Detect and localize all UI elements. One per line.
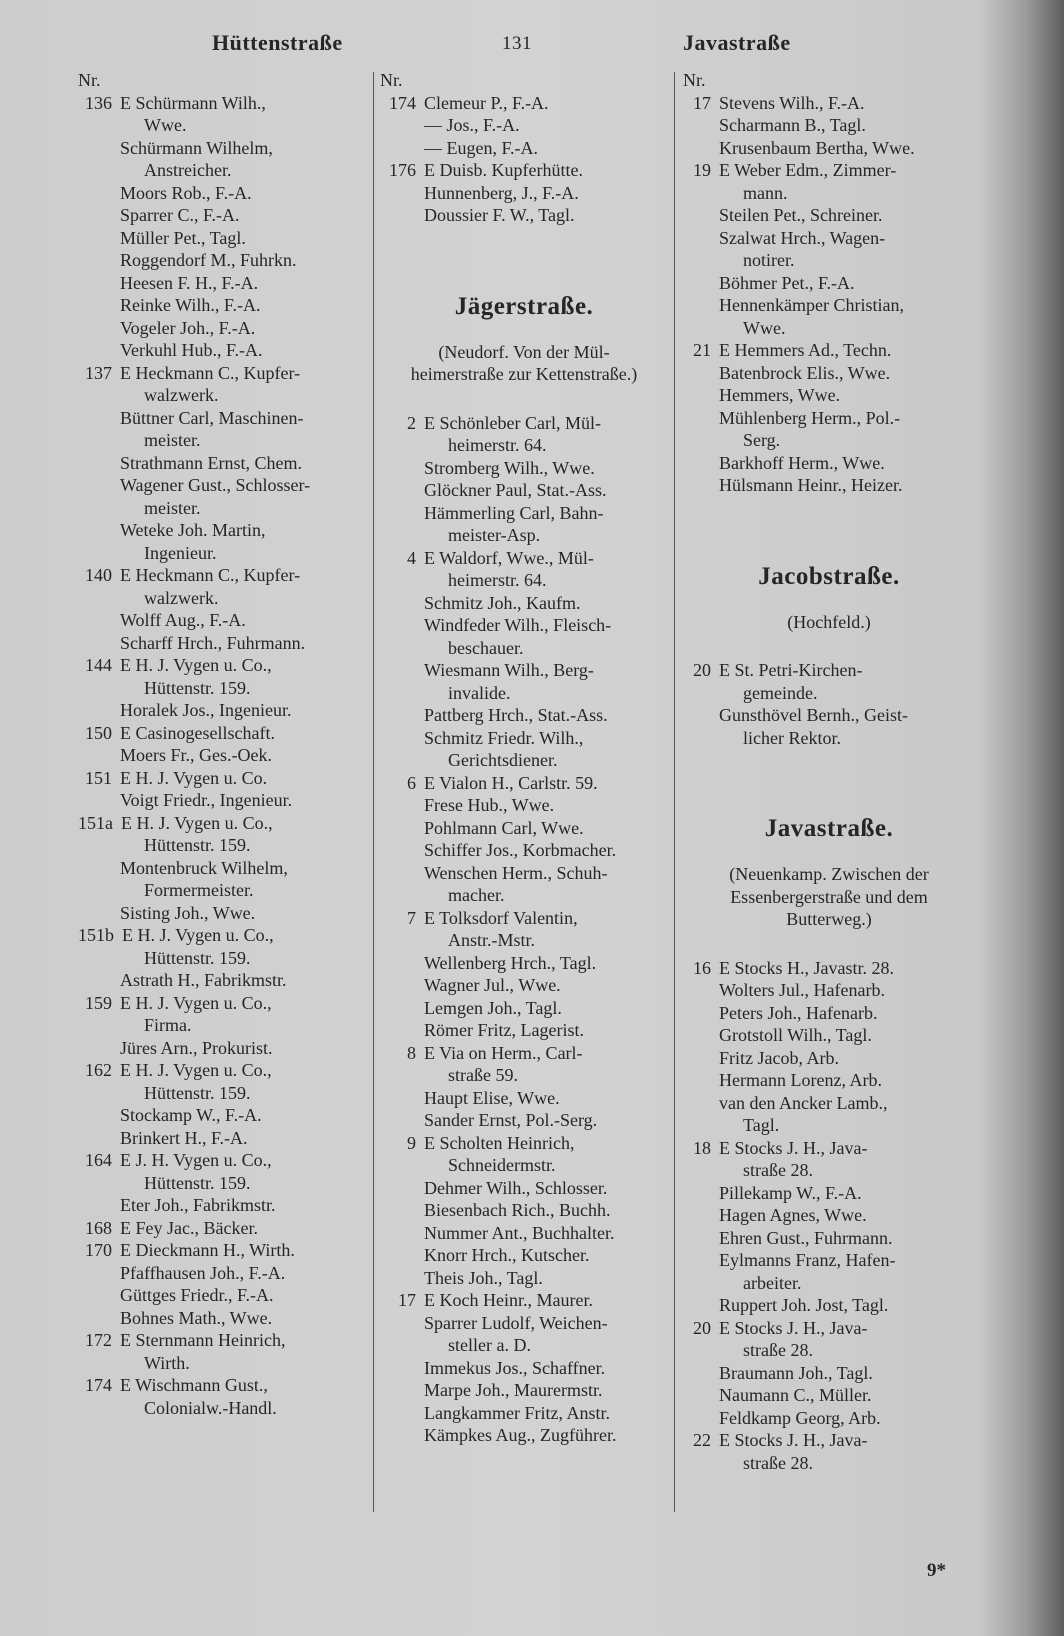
house-entry: [78, 1059, 370, 1082]
resident-entry: Marpe Joh., Maurermstr.: [424, 1380, 603, 1400]
resident-entry: Krusenbaum Bertha, Wwe.: [719, 137, 915, 158]
house-number: 151: [85, 767, 112, 788]
house-number: 151b: [78, 925, 114, 945]
entry-continuation: Anstr.-Mstr.: [448, 930, 536, 950]
house-entry: [683, 1429, 975, 1452]
resident-text: E Casinogesellschaft.: [120, 722, 275, 743]
resident-entry: Büttner Carl, Maschinen-: [120, 407, 304, 428]
resident-entry: Eter Joh., Fabrikmstr.: [120, 1195, 276, 1215]
resident-entry: Vogeler Joh., F.-A.: [120, 317, 256, 338]
resident-entry: Lemgen Joh., Tagl.: [424, 997, 562, 1018]
resident-entry: Naumann C., Müller.: [719, 1385, 872, 1405]
resident-text: E Scholten Heinrich,: [424, 1132, 575, 1153]
house-entry: [78, 722, 370, 745]
street-heading: Javastraße.: [764, 815, 894, 842]
entry-continuation: walzwerk.: [144, 587, 219, 608]
resident-entry: Montenbruck Wilhelm,: [120, 857, 288, 878]
resident-entry: Roggendorf M., Fuhrkn.: [120, 250, 297, 270]
house-number: 6: [407, 772, 416, 793]
resident-entry: Szalwat Hrch., Wagen-: [719, 227, 886, 248]
house-entry: [78, 1239, 370, 1262]
entry-continuation: Schneidermstr.: [448, 1155, 556, 1175]
number-column-label: Nr.: [380, 70, 403, 90]
house-number: 2: [407, 412, 416, 433]
house-number: 20: [693, 660, 711, 680]
column-3: [683, 69, 975, 1474]
resident-entry: Hunnenberg, J., F.-A.: [424, 182, 579, 203]
resident-entry: Böhmer Pet., F.-A.: [719, 272, 855, 293]
resident-entry: Feldkamp Georg, Arb.: [719, 1407, 881, 1428]
house-entry: [78, 362, 370, 385]
resident-text: E Sternmann Heinrich,: [120, 1330, 286, 1350]
street-heading: Jacobstraße.: [758, 562, 900, 590]
house-number: 9: [407, 1132, 416, 1153]
house-entry: [683, 339, 975, 362]
resident-entry: — Jos., F.-A.: [424, 115, 520, 135]
resident-text: E Duisb. Kupferhütte.: [424, 160, 583, 180]
resident-entry: Verkuhl Hub., F.-A.: [120, 340, 263, 360]
house-entry: [78, 812, 370, 835]
house-entry: [683, 659, 975, 682]
resident-entry: Wagener Gust., Schlosser-: [120, 475, 311, 495]
house-entry: [683, 1317, 975, 1340]
entry-continuation: macher.: [448, 885, 505, 905]
entry-continuation: heimerstr. 64.: [448, 435, 547, 455]
resident-entry: Schmitz Friedr. Wilh.,: [424, 727, 584, 748]
resident-entry: Wagner Jul., Wwe.: [424, 975, 561, 995]
house-entry: [380, 412, 668, 435]
house-entry: [380, 92, 668, 115]
resident-text: E Koch Heinr., Maurer.: [424, 1290, 593, 1310]
house-entry: [380, 1042, 668, 1065]
entry-continuation: Hüttenstr. 159.: [144, 947, 251, 968]
resident-text: E Stocks H., Javastr. 28.: [719, 957, 894, 978]
resident-text: E Waldorf, Wwe., Mül-: [424, 547, 594, 568]
entry-continuation: meister.: [144, 430, 201, 450]
number-column-label: Nr.: [683, 70, 706, 90]
house-number: 151a: [78, 812, 113, 833]
resident-entry: Voigt Friedr., Ingenieur.: [120, 790, 293, 810]
entry-continuation: Hüttenstr. 159.: [144, 835, 251, 855]
resident-text: E Stocks J. H., Java-: [719, 1137, 868, 1158]
resident-text: E Dieckmann H., Wirth.: [120, 1240, 295, 1260]
entry-continuation: Serg.: [743, 430, 781, 450]
resident-entry: Immekus Jos., Schaffner.: [424, 1357, 606, 1378]
page-number: 131: [502, 33, 532, 54]
resident-entry: Scharff Hrch., Fuhrmann.: [120, 632, 306, 653]
column-1: [78, 69, 370, 1419]
house-number: 18: [693, 1137, 711, 1158]
resident-entry: Glöckner Paul, Stat.-Ass.: [424, 480, 607, 500]
resident-entry: Reinke Wilh., F.-A.: [120, 295, 261, 315]
resident-entry: Schiffer Jos., Korbmacher.: [424, 840, 617, 860]
resident-entry: Scharmann B., Tagl.: [719, 115, 866, 135]
resident-entry: Dehmer Wilh., Schlosser.: [424, 1177, 608, 1198]
resident-entry: Mühlenberg Herm., Pol.-: [719, 407, 901, 428]
resident-entry: Moers Fr., Ges.-Oek.: [120, 745, 272, 765]
house-entry: [78, 1149, 370, 1172]
resident-entry: Windfeder Wilh., Fleisch-: [424, 615, 612, 635]
entry-continuation: Wwe.: [743, 317, 786, 338]
entry-continuation: Firma.: [144, 1015, 192, 1035]
entry-continuation: Formermeister.: [144, 880, 254, 900]
entry-continuation: steller a. D.: [448, 1335, 531, 1355]
house-number: 22: [693, 1430, 711, 1450]
entry-continuation: Hüttenstr. 159.: [144, 1082, 251, 1103]
house-number: 168: [85, 1217, 112, 1238]
resident-entry: Hagen Agnes, Wwe.: [719, 1205, 867, 1225]
entry-continuation: Hüttenstr. 159.: [144, 1172, 251, 1193]
entry-continuation: Hüttenstr. 159.: [144, 677, 251, 698]
resident-entry: Hülsmann Heinr., Heizer.: [719, 475, 903, 495]
entry-continuation: Wwe.: [144, 115, 187, 135]
resident-entry: Sparrer C., F.-A.: [120, 205, 240, 225]
entry-continuation: Anstreicher.: [144, 160, 232, 180]
entry-continuation: invalide.: [448, 682, 511, 703]
entry-continuation: gemeinde.: [743, 682, 818, 703]
house-number: 20: [693, 1317, 711, 1338]
resident-entry: Fritz Jacob, Arb.: [719, 1047, 839, 1068]
resident-entry: Ruppert Joh. Jost, Tagl.: [719, 1295, 889, 1315]
resident-entry: — Eugen, F.-A.: [424, 137, 539, 158]
house-entry: [78, 1329, 370, 1352]
resident-entry: Sander Ernst, Pol.-Serg.: [424, 1110, 598, 1130]
resident-entry: Jüres Arn., Prokurist.: [120, 1037, 273, 1058]
resident-entry: Schürmann Wilhelm,: [120, 137, 273, 158]
signature-mark: 9*: [927, 1560, 946, 1581]
column-divider: [373, 72, 374, 1512]
resident-text: E Schürmann Wilh.,: [120, 92, 266, 113]
resident-entry: Doussier F. W., Tagl.: [424, 205, 575, 225]
column-divider: [674, 72, 675, 1512]
resident-entry: Eylmanns Franz, Hafen-: [719, 1250, 896, 1270]
resident-text: E H. J. Vygen u. Co.,: [120, 992, 272, 1013]
resident-entry: Pohlmann Carl, Wwe.: [424, 817, 584, 838]
resident-entry: Batenbrock Elis., Wwe.: [719, 362, 891, 383]
entry-continuation: straße 28.: [743, 1160, 813, 1180]
entry-continuation: Tagl.: [743, 1115, 780, 1135]
house-entry: [380, 547, 668, 570]
house-entry: [380, 1132, 668, 1155]
resident-text: E Weber Edm., Zimmer-: [719, 160, 897, 180]
house-entry: [683, 92, 975, 115]
entry-continuation: walzwerk.: [144, 385, 219, 405]
resident-text: E Hemmers Ad., Techn.: [719, 340, 892, 360]
resident-entry: Gunsthövel Bernh., Geist-: [719, 705, 908, 725]
resident-entry: Wolters Jul., Hafenarb.: [719, 980, 885, 1000]
resident-entry: Hämmerling Carl, Bahn-: [424, 502, 604, 523]
resident-entry: Schmitz Joh., Kaufm.: [424, 592, 581, 613]
resident-entry: Pillekamp W., F.-A.: [719, 1182, 862, 1203]
resident-entry: Peters Joh., Hafenarb.: [719, 1002, 878, 1023]
resident-entry: Güttges Friedr., F.-A.: [120, 1285, 274, 1305]
house-entry: [683, 159, 975, 182]
house-entry: [380, 159, 668, 182]
house-entry: [380, 1289, 668, 1312]
house-number: 8: [407, 1042, 416, 1063]
column-2: [380, 69, 668, 1447]
resident-entry: Astrath H., Fabrikmstr.: [120, 970, 287, 990]
resident-entry: Pattberg Hrch., Stat.-Ass.: [424, 705, 608, 725]
running-head-right: Javastraße: [683, 30, 791, 55]
entry-continuation: Colonialw.-Handl.: [144, 1397, 277, 1418]
resident-entry: Nummer Ant., Buchhalter.: [424, 1222, 615, 1243]
resident-text: E Stocks J. H., Java-: [719, 1317, 868, 1338]
resident-entry: Kämpkes Aug., Zugführer.: [424, 1425, 617, 1445]
resident-entry: Barkhoff Herm., Wwe.: [719, 452, 885, 473]
resident-entry: Ehren Gust., Fuhrmann.: [719, 1227, 893, 1248]
resident-entry: Wenschen Herm., Schuh-: [424, 862, 608, 883]
resident-entry: Hennenkämper Christian,: [719, 295, 904, 315]
entry-continuation: mann.: [743, 182, 788, 203]
house-entry: [78, 767, 370, 790]
resident-entry: Brinkert H., F.-A.: [120, 1127, 248, 1148]
house-number: 159: [85, 992, 112, 1013]
house-number: 4: [407, 547, 416, 568]
resident-entry: Römer Fritz, Lagerist.: [424, 1020, 584, 1040]
house-number: 7: [407, 907, 416, 928]
resident-entry: Müller Pet., Tagl.: [120, 227, 246, 248]
entry-continuation: beschauer.: [448, 637, 524, 658]
entry-continuation: Gerichtsdiener.: [448, 750, 558, 770]
resident-entry: Steilen Pet., Schreiner.: [719, 205, 883, 225]
house-number: 144: [85, 655, 112, 675]
entry-continuation: straße 28.: [743, 1452, 813, 1473]
entry-continuation: Wirth.: [144, 1352, 190, 1373]
resident-entry: Biesenbach Rich., Buchh.: [424, 1200, 611, 1220]
entry-continuation: licher Rektor.: [743, 727, 841, 748]
resident-text: E Tolksdorf Valentin,: [424, 907, 578, 928]
resident-text: E Via on Herm., Carl-: [424, 1042, 583, 1063]
resident-entry: Sparrer Ludolf, Weichen-: [424, 1312, 608, 1333]
house-entry: [78, 1374, 370, 1397]
resident-entry: Stromberg Wilh., Wwe.: [424, 457, 595, 478]
resident-entry: Hemmers, Wwe.: [719, 385, 841, 405]
resident-entry: Wiesmann Wilh., Berg-: [424, 660, 594, 680]
resident-entry: Braumann Joh., Tagl.: [719, 1362, 873, 1383]
entry-continuation: notirer.: [743, 250, 795, 270]
street-description: (Neuenkamp. Zwischen der: [729, 864, 929, 884]
resident-text: E St. Petri-Kirchen-: [719, 660, 863, 680]
resident-entry: van den Ancker Lamb.,: [719, 1092, 888, 1113]
resident-entry: Strathmann Ernst, Chem.: [120, 452, 302, 473]
house-entry: [380, 907, 668, 930]
house-entry: [683, 1137, 975, 1160]
entry-continuation: meister.: [144, 497, 201, 518]
resident-entry: Bohnes Math., Wwe.: [120, 1307, 273, 1328]
resident-entry: Hermann Lorenz, Arb.: [719, 1070, 882, 1090]
entry-continuation: Ingenieur.: [144, 542, 217, 563]
number-column-label: Nr.: [78, 70, 101, 90]
house-entry: [78, 654, 370, 677]
resident-entry: Horalek Jos., Ingenieur.: [120, 700, 292, 720]
house-entry: [78, 924, 370, 947]
street-description: Essenbergerstraße und dem: [730, 886, 928, 907]
resident-entry: Heesen F. H., F.-A.: [120, 272, 259, 293]
resident-entry: Pfaffhausen Joh., F.-A.: [120, 1262, 286, 1283]
resident-text: Clemeur P., F.-A.: [424, 92, 549, 113]
house-entry: [683, 957, 975, 980]
resident-entry: Wolff Aug., F.-A.: [120, 610, 246, 630]
resident-text: E H. J. Vygen u. Co.,: [122, 925, 274, 945]
resident-entry: Moors Rob., F.-A.: [120, 182, 252, 203]
house-number: 17: [693, 92, 711, 113]
resident-text: E Schönleber Carl, Mül-: [424, 412, 601, 433]
resident-text: E Vialon H., Carlstr. 59.: [424, 772, 598, 793]
running-head-left: Hüttenstraße: [212, 30, 343, 55]
entry-continuation: straße 28.: [743, 1340, 813, 1360]
resident-text: E H. J. Vygen u. Co.: [120, 767, 268, 788]
house-number: 174: [85, 1375, 112, 1395]
house-number: 136: [85, 92, 112, 113]
resident-text: E Heckmann C., Kupfer-: [120, 565, 301, 585]
entry-continuation: heimerstr. 64.: [448, 570, 547, 590]
house-number: 137: [85, 362, 112, 383]
resident-text: E H. J. Vygen u. Co.,: [120, 655, 272, 675]
street-description: (Neudorf. Von der Mül-: [438, 341, 610, 362]
house-number: 174: [389, 92, 416, 113]
house-number: 150: [85, 722, 112, 743]
house-number: 21: [693, 340, 711, 360]
resident-entry: Wellenberg Hrch., Tagl.: [424, 952, 597, 973]
house-number: 164: [85, 1150, 112, 1170]
house-number: 170: [85, 1240, 112, 1260]
resident-entry: Sisting Joh., Wwe.: [120, 902, 256, 923]
house-entry: [380, 772, 668, 795]
resident-entry: Haupt Elise, Wwe.: [424, 1087, 560, 1108]
street-description: heimerstraße zur Kettenstraße.): [410, 364, 638, 384]
resident-text: E Wischmann Gust.,: [120, 1375, 268, 1395]
house-number: 17: [398, 1290, 416, 1310]
resident-entry: Frese Hub., Wwe.: [424, 795, 555, 815]
resident-text: E H. J. Vygen u. Co.,: [121, 812, 273, 833]
resident-text: Stevens Wilh., F.-A.: [719, 92, 865, 113]
house-number: 172: [85, 1330, 112, 1350]
resident-text: E Heckmann C., Kupfer-: [120, 362, 301, 383]
house-entry: [78, 92, 370, 115]
house-number: 162: [85, 1060, 112, 1080]
resident-text: E J. H. Vygen u. Co.,: [120, 1150, 272, 1170]
street-description: Butterweg.): [786, 909, 872, 929]
house-number: 176: [389, 160, 416, 180]
resident-entry: Knorr Hrch., Kutscher.: [424, 1245, 590, 1265]
street-heading: Jägerstraße.: [454, 292, 594, 320]
resident-text: E Stocks J. H., Java-: [719, 1430, 868, 1450]
house-number: 19: [693, 160, 711, 180]
entry-continuation: meister-Asp.: [448, 525, 541, 545]
resident-entry: Grotstoll Wilh., Tagl.: [719, 1025, 872, 1045]
house-entry: [78, 1217, 370, 1240]
house-number: 140: [85, 565, 112, 585]
entry-continuation: arbeiter.: [743, 1272, 802, 1293]
resident-text: E Fey Jac., Bäcker.: [120, 1217, 258, 1238]
resident-entry: Theis Joh., Tagl.: [424, 1267, 543, 1288]
house-entry: [78, 992, 370, 1015]
entry-continuation: straße 59.: [448, 1065, 518, 1085]
resident-entry: Stockamp W., F.-A.: [120, 1105, 262, 1125]
resident-text: E H. J. Vygen u. Co.,: [120, 1060, 272, 1080]
resident-entry: Weteke Joh. Martin,: [120, 520, 266, 540]
resident-entry: Langkammer Fritz, Anstr.: [424, 1402, 610, 1423]
house-entry: [78, 564, 370, 587]
street-description: (Hochfeld.): [787, 611, 871, 632]
house-number: 16: [693, 957, 711, 978]
